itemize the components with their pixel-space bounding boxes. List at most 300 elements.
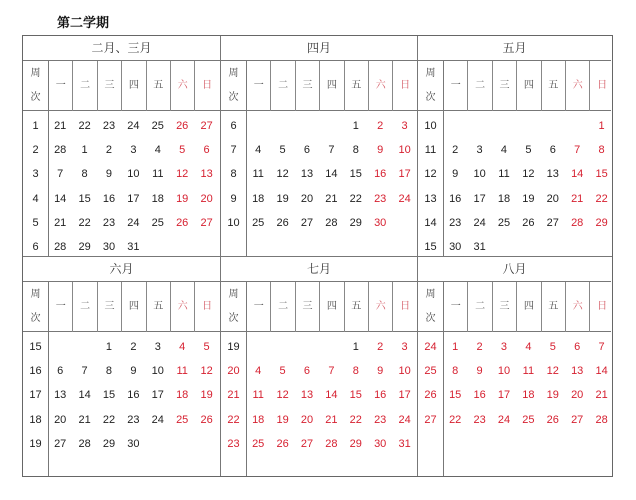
- weekday-header-3: 三: [492, 61, 516, 111]
- day-cell: 13: [200, 168, 213, 181]
- month-title: 五月: [418, 36, 611, 61]
- day-cell: 2: [452, 144, 459, 157]
- weekday-header-3: 三: [295, 282, 319, 332]
- calendar-block: [23, 256, 612, 476]
- month-title: 六月: [23, 257, 220, 282]
- week-number: 5: [32, 216, 39, 229]
- day-cell: 29: [349, 216, 362, 229]
- weekday-header-4: 四: [516, 282, 540, 332]
- day-cell: 10: [151, 365, 164, 378]
- weekday-header-6: 六: [565, 61, 589, 111]
- day-cell: 13: [300, 168, 314, 181]
- day-cell: 1: [352, 120, 359, 132]
- day-cell: 18: [176, 389, 189, 402]
- day-cell: 9: [476, 365, 483, 378]
- day-cell: 24: [398, 413, 411, 426]
- day-cell: 15: [349, 389, 362, 402]
- day-cell: 13: [300, 389, 314, 402]
- day-cell: 14: [571, 168, 584, 181]
- day-cell: 1: [452, 341, 459, 353]
- week-number: 23: [227, 437, 240, 450]
- day-cell: 6: [549, 144, 556, 157]
- weekday-header-4: 四: [319, 61, 343, 111]
- weekday-header-row: [23, 61, 220, 111]
- day-cell: 11: [498, 168, 510, 181]
- day-cell: 5: [549, 341, 556, 353]
- day-cell: 11: [522, 365, 535, 378]
- weekday-header-7: 日: [589, 282, 613, 332]
- day-cell: 13: [54, 389, 67, 402]
- week-number: 3: [32, 168, 39, 181]
- page-title: 第二学期: [57, 16, 110, 31]
- day-cell: 24: [127, 120, 140, 132]
- week-number: 20: [227, 365, 240, 378]
- week-number: 11: [424, 144, 437, 157]
- day-cell: 20: [54, 413, 67, 426]
- day-cell: 14: [78, 389, 91, 402]
- weekday-header-1: 一: [48, 282, 72, 332]
- day-cell: 17: [398, 168, 411, 181]
- day-cell: 18: [151, 192, 164, 205]
- week-header-top: 周: [30, 68, 41, 79]
- month-section: [220, 36, 417, 256]
- week-number-header: [418, 61, 443, 112]
- day-cell: 29: [349, 437, 362, 450]
- week-number: 25: [424, 365, 437, 378]
- day-cell: 16: [374, 168, 387, 181]
- weekday-header-1: 一: [246, 282, 270, 332]
- weekday-header-row: [23, 282, 220, 332]
- day-cell: 6: [203, 144, 210, 157]
- week-number: 15: [424, 241, 437, 253]
- day-cell: 16: [374, 389, 387, 402]
- day-cell: 25: [522, 413, 535, 426]
- week-number: 13: [424, 192, 437, 205]
- week-number: 18: [29, 413, 42, 426]
- day-cell: 28: [54, 144, 67, 157]
- weekday-header-5: 五: [344, 282, 368, 332]
- day-cell: 6: [57, 365, 64, 378]
- week-header-top: 周: [425, 68, 436, 79]
- month-section: [23, 257, 220, 476]
- day-cell: 7: [328, 365, 335, 378]
- week-header-bottom: 次: [425, 313, 436, 324]
- day-cell: 9: [452, 168, 459, 181]
- day-cell: 26: [200, 413, 213, 426]
- weekday-header-2: 二: [72, 61, 96, 111]
- day-cell: 9: [377, 144, 384, 157]
- day-cell: 5: [525, 144, 532, 157]
- day-cell: 19: [176, 192, 189, 205]
- day-cell: 12: [522, 168, 535, 181]
- day-cell: 18: [252, 413, 265, 426]
- weekday-header-6: 六: [565, 282, 589, 332]
- day-cell: 29: [78, 241, 91, 253]
- day-cell: 21: [54, 120, 67, 132]
- day-cell: 28: [595, 413, 608, 426]
- day-cell: 19: [522, 192, 535, 205]
- day-cell: 2: [377, 341, 384, 353]
- day-cell: 20: [300, 413, 314, 426]
- day-cell: 17: [398, 389, 411, 402]
- day-cell: 23: [374, 192, 387, 205]
- day-cell: 19: [276, 192, 289, 205]
- day-cell: 15: [349, 168, 362, 181]
- week-number: 2: [32, 144, 39, 157]
- week-number: 6: [32, 241, 39, 253]
- day-cell: 3: [401, 341, 408, 353]
- weekday-header-row: [221, 61, 417, 111]
- month-title: 七月: [221, 257, 417, 282]
- day-cell: 23: [473, 413, 486, 426]
- day-cell: 22: [349, 413, 362, 426]
- week-number: 21: [227, 389, 240, 402]
- day-cell: 4: [154, 144, 161, 157]
- weekday-header-7: 日: [392, 282, 416, 332]
- week-header-bottom: 次: [228, 92, 239, 103]
- day-cell: 25: [151, 120, 164, 132]
- week-number: 4: [32, 192, 39, 205]
- day-cell: 19: [276, 413, 289, 426]
- week-number: 15: [29, 341, 42, 353]
- day-cell: 29: [102, 437, 116, 450]
- weekday-header-row: [418, 61, 611, 111]
- day-cell: 17: [497, 389, 511, 402]
- day-cell: 13: [546, 168, 559, 181]
- day-cell: 28: [325, 216, 338, 229]
- day-cell: 15: [595, 168, 608, 181]
- day-cell: 23: [102, 120, 116, 132]
- day-cell: 16: [449, 192, 462, 205]
- week-header-top: 周: [228, 289, 239, 300]
- weekday-header-5: 五: [146, 61, 170, 111]
- weekday-header-6: 六: [368, 282, 392, 332]
- month-section: [220, 257, 417, 476]
- day-cell: 26: [546, 413, 559, 426]
- weekday-header-5: 五: [541, 61, 565, 111]
- day-cell: 15: [78, 192, 91, 205]
- month-title: 四月: [221, 36, 417, 61]
- day-cell: 2: [377, 120, 384, 132]
- week-number-header: [23, 282, 48, 333]
- day-cell: 12: [200, 365, 213, 378]
- day-cell: 11: [152, 168, 164, 181]
- day-cell: 6: [574, 341, 581, 353]
- day-cell: 28: [78, 437, 91, 450]
- day-cell: 3: [154, 341, 161, 353]
- weekday-header-7: 日: [589, 61, 613, 111]
- weekday-header-row: [418, 282, 611, 332]
- day-cell: 8: [598, 144, 605, 157]
- semester-calendar-table: [22, 35, 613, 477]
- day-cell: 10: [127, 168, 140, 181]
- day-cell: 21: [78, 413, 91, 426]
- weekday-header-7: 日: [194, 61, 218, 111]
- week-header-bottom: 次: [425, 92, 436, 103]
- week-number-header: [23, 61, 48, 112]
- week-header-top: 周: [425, 289, 436, 300]
- day-cell: 30: [102, 241, 116, 253]
- day-cell: 30: [374, 437, 387, 450]
- week-number: 16: [29, 365, 42, 378]
- day-cell: 18: [497, 192, 511, 205]
- week-number: 12: [424, 168, 437, 181]
- weekday-header-4: 四: [121, 282, 145, 332]
- day-cell: 25: [176, 413, 189, 426]
- week-number: 6: [230, 120, 237, 132]
- day-cell: 27: [200, 120, 213, 132]
- day-cell: 7: [81, 365, 88, 378]
- day-cell: 4: [255, 144, 262, 157]
- day-cell: 13: [571, 365, 584, 378]
- day-cell: 12: [276, 389, 289, 402]
- week-number: 26: [424, 389, 437, 402]
- day-cell: 22: [78, 216, 91, 229]
- day-cell: 25: [252, 437, 265, 450]
- day-cell: 9: [130, 365, 137, 378]
- week-header-bottom: 次: [228, 313, 239, 324]
- weekday-header-6: 六: [368, 61, 392, 111]
- day-cell: 2: [476, 341, 483, 353]
- weekday-header-4: 四: [121, 61, 145, 111]
- day-cell: 17: [151, 389, 164, 402]
- day-cell: 3: [500, 341, 508, 353]
- day-cell: 24: [398, 192, 411, 205]
- day-cell: 22: [449, 413, 462, 426]
- weekday-header-5: 五: [344, 61, 368, 111]
- month-title: 二月、三月: [23, 36, 220, 61]
- day-cell: 29: [595, 216, 608, 229]
- day-cell: 22: [102, 413, 116, 426]
- day-cell: 30: [374, 216, 387, 229]
- day-cell: 25: [252, 216, 265, 229]
- day-cell: 27: [200, 216, 213, 229]
- weekday-header-5: 五: [541, 282, 565, 332]
- day-cell: 19: [200, 389, 213, 402]
- day-cell: 14: [325, 389, 338, 402]
- day-cell: 8: [352, 365, 359, 378]
- weekday-header-3: 三: [492, 282, 516, 332]
- weekday-header-6: 六: [170, 61, 194, 111]
- day-cell: 31: [127, 241, 140, 253]
- day-cell: 15: [449, 389, 462, 402]
- day-cell: 18: [522, 389, 535, 402]
- weekday-header-1: 一: [443, 61, 467, 111]
- week-number: 14: [424, 216, 437, 229]
- weekday-header-4: 四: [319, 282, 343, 332]
- day-cell: 22: [595, 192, 608, 205]
- day-cell: 21: [325, 413, 338, 426]
- day-cell: 14: [325, 168, 338, 181]
- day-cell: 14: [595, 365, 608, 378]
- week-number-header: [221, 61, 246, 112]
- day-cell: 21: [325, 192, 338, 205]
- day-cell: 20: [571, 389, 584, 402]
- week-header-top: 周: [228, 68, 239, 79]
- day-cell: 8: [105, 365, 113, 378]
- day-cell: 5: [203, 341, 210, 353]
- day-cell: 30: [449, 241, 462, 253]
- day-cell: 21: [595, 389, 608, 402]
- day-cell: 10: [497, 365, 511, 378]
- day-cell: 5: [179, 144, 186, 157]
- day-cell: 27: [300, 437, 314, 450]
- week-number-header: [221, 282, 246, 333]
- day-cell: 9: [377, 365, 384, 378]
- week-number: 1: [32, 120, 39, 132]
- day-cell: 20: [200, 192, 213, 205]
- week-header-top: 周: [30, 289, 41, 300]
- day-cell: 8: [352, 144, 359, 157]
- weekday-header-2: 二: [72, 282, 96, 332]
- week-number: 9: [230, 192, 237, 205]
- day-cell: 23: [374, 413, 387, 426]
- weekday-header-2: 二: [467, 282, 491, 332]
- day-cell: 3: [401, 120, 408, 132]
- day-cell: 15: [102, 389, 116, 402]
- day-cell: 10: [398, 365, 411, 378]
- day-cell: 26: [522, 216, 535, 229]
- day-cell: 31: [473, 241, 486, 253]
- day-cell: 28: [325, 437, 338, 450]
- day-cell: 31: [398, 437, 411, 450]
- weekday-header-7: 日: [194, 282, 218, 332]
- week-header-bottom: 次: [30, 313, 41, 324]
- weekday-header-2: 二: [270, 282, 294, 332]
- day-cell: 26: [276, 437, 289, 450]
- day-cell: 4: [500, 144, 508, 157]
- weekday-header-6: 六: [170, 282, 194, 332]
- day-cell: 19: [546, 389, 559, 402]
- day-cell: 16: [127, 389, 140, 402]
- weekday-header-2: 二: [270, 61, 294, 111]
- week-number-header: [418, 282, 443, 333]
- week-number: 10: [227, 216, 240, 229]
- day-cell: 10: [398, 144, 411, 157]
- day-cell: 2: [105, 144, 113, 157]
- weekday-header-3: 三: [97, 61, 121, 111]
- weekday-header-3: 三: [97, 282, 121, 332]
- weekday-header-3: 三: [295, 61, 319, 111]
- day-cell: 27: [300, 216, 314, 229]
- day-cell: 4: [179, 341, 186, 353]
- day-cell: 11: [252, 389, 264, 402]
- week-number: 19: [29, 437, 42, 450]
- day-cell: 16: [102, 192, 116, 205]
- weekday-header-1: 一: [246, 61, 270, 111]
- day-cell: 27: [571, 413, 584, 426]
- day-cell: 30: [127, 437, 140, 450]
- day-cell: 27: [546, 216, 559, 229]
- calendar-block: [23, 36, 612, 256]
- week-number: 17: [29, 389, 42, 402]
- day-cell: 12: [546, 365, 559, 378]
- weekday-header-row: [221, 282, 417, 332]
- month-section: [417, 36, 611, 256]
- week-number: 10: [424, 120, 437, 132]
- day-cell: 26: [176, 120, 189, 132]
- day-cell: 24: [127, 216, 140, 229]
- day-cell: 16: [473, 389, 486, 402]
- week-number: 19: [227, 341, 240, 353]
- weekday-header-7: 日: [392, 61, 416, 111]
- day-cell: 21: [54, 216, 67, 229]
- day-cell: 14: [54, 192, 67, 205]
- day-cell: 7: [574, 144, 581, 157]
- weekday-header-4: 四: [516, 61, 540, 111]
- day-cell: 8: [452, 365, 459, 378]
- day-cell: 3: [476, 144, 483, 157]
- weekday-header-2: 二: [467, 61, 491, 111]
- week-number: 27: [424, 413, 437, 426]
- day-cell: 26: [276, 216, 289, 229]
- day-cell: 3: [130, 144, 137, 157]
- weekday-header-1: 一: [443, 282, 467, 332]
- day-cell: 21: [571, 192, 584, 205]
- day-cell: 20: [300, 192, 314, 205]
- day-cell: 1: [352, 341, 359, 353]
- day-cell: 6: [303, 365, 311, 378]
- day-cell: 12: [176, 168, 189, 181]
- week-number: 22: [227, 413, 240, 426]
- day-cell: 5: [279, 365, 286, 378]
- day-cell: 4: [525, 341, 532, 353]
- week-number: 7: [230, 144, 237, 157]
- day-cell: 22: [78, 120, 91, 132]
- weekday-header-5: 五: [146, 282, 170, 332]
- day-cell: 12: [276, 168, 289, 181]
- month-section: [417, 257, 611, 476]
- month-title: 八月: [418, 257, 611, 282]
- day-cell: 4: [255, 365, 262, 378]
- day-cell: 25: [497, 216, 511, 229]
- day-cell: 1: [105, 341, 113, 353]
- day-cell: 7: [328, 144, 335, 157]
- weekday-header-1: 一: [48, 61, 72, 111]
- day-cell: 27: [54, 437, 67, 450]
- day-cell: 1: [81, 144, 88, 157]
- day-cell: 22: [349, 192, 362, 205]
- week-number: 24: [424, 341, 437, 353]
- week-number: 8: [230, 168, 237, 181]
- day-cell: 24: [473, 216, 486, 229]
- day-cell: 23: [449, 216, 462, 229]
- day-cell: 7: [57, 168, 64, 181]
- day-cell: 20: [546, 192, 559, 205]
- day-cell: 18: [252, 192, 265, 205]
- week-header-bottom: 次: [30, 92, 41, 103]
- day-cell: 26: [176, 216, 189, 229]
- day-cell: 24: [497, 413, 511, 426]
- day-cell: 28: [571, 216, 584, 229]
- day-cell: 6: [303, 144, 311, 157]
- day-cell: 5: [279, 144, 286, 157]
- day-cell: 17: [127, 192, 140, 205]
- day-cell: 7: [598, 341, 605, 353]
- month-section: [23, 36, 220, 256]
- day-cell: 23: [102, 216, 116, 229]
- day-cell: 1: [598, 120, 605, 132]
- day-cell: 2: [130, 341, 137, 353]
- day-cell: 24: [151, 413, 164, 426]
- day-cell: 10: [473, 168, 486, 181]
- day-cell: 23: [127, 413, 140, 426]
- day-cell: 11: [176, 365, 188, 378]
- day-cell: 25: [151, 216, 164, 229]
- day-cell: 8: [81, 168, 88, 181]
- day-cell: 9: [105, 168, 113, 181]
- day-cell: 28: [54, 241, 67, 253]
